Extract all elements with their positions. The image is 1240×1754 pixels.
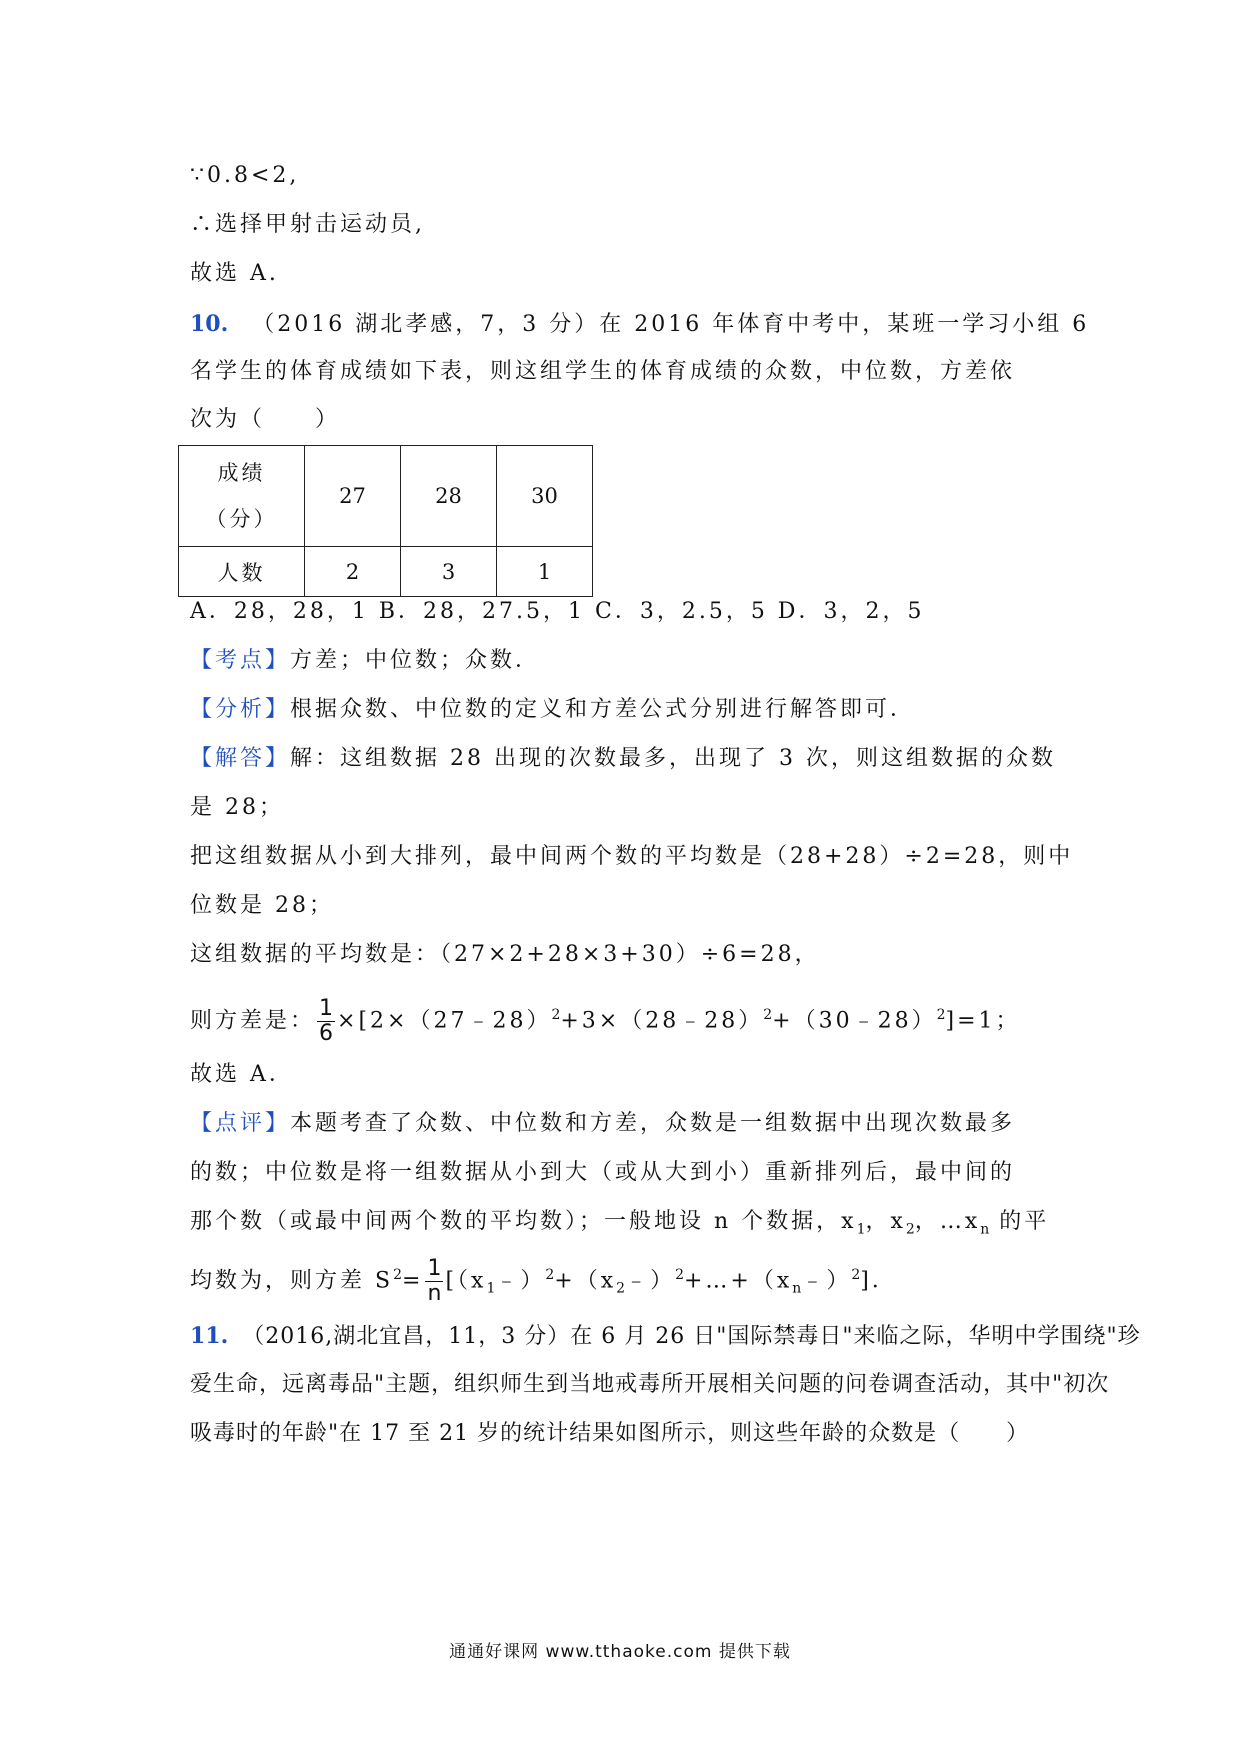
jieda-tag: 【解答】: [190, 746, 291, 771]
question-10-line-1: [190, 308, 1089, 341]
conclusion-line: 故选 A．: [190, 1062, 294, 1087]
dianping-text: 本题考查了众数、中位数和方差，众数是一组数据中出现次数最多: [290, 1111, 1016, 1136]
variance-line: 则方差是： $\frac{1}{6}$ ×[2×（27﹣28）$^2$+3×（28﹣28）$^2$+（30﹣28）$^2$]=1；: [190, 995, 1021, 1046]
question-11-line-3: 吸毒时的年龄"在 17 至 21 岁的统计结果如图所示，则这些年龄的众数是（ ）: [190, 1421, 1030, 1446]
answer-options: A．28，28，1 B．28，27.5，1 C．3，2.5，5 D．3，2，5: [190, 599, 925, 624]
kaodian-text: 方差；中位数；众数．: [290, 648, 541, 673]
question-11-line-1: [190, 1320, 1141, 1353]
text-line: ∴选择甲射击运动员,: [190, 212, 425, 237]
fenxi-tag: 【分析】: [190, 697, 291, 722]
jieda-text: 解：这组数据 28 出现的次数最多，出现了 3 次，则这组数据的众数: [290, 746, 1056, 771]
question-number: 11.: [190, 1323, 229, 1349]
question-text: （2016 湖北孝感，7，3 分）在 2016 年体育中考中，某班一学习小组 6: [252, 312, 1090, 337]
table-row-label: 人数: [179, 547, 305, 597]
score-table: [178, 445, 593, 597]
table-cell: 27: [305, 446, 401, 547]
table-row: [179, 446, 593, 547]
dianping-line-2: 的数；中位数是将一组数据从小到大（或从大到小）重新排列后，最中间的: [190, 1160, 1016, 1185]
dianping-line-3: 那个数（或最中间两个数的平均数）；一般地设 n 个数据，$x_1$，$x_2$，$\dots x_n$ 的平: [190, 1209, 1050, 1238]
dianping-tag: 【点评】: [190, 1111, 291, 1136]
dianping-line-4: 均数为，则方差 $S^2=$ $\frac{1}{n}$ $[(x_1﹣)^2+(x_2﹣)^2+\dots+(x_n﹣)^2]$．: [190, 1255, 897, 1306]
question-number: 10.: [190, 311, 229, 337]
table-cell: 1: [497, 547, 593, 597]
page-footer: 通通好课网 www.tthaoke.com 提供下载: [449, 1642, 791, 1662]
jieda-line-2: 是 28；: [190, 795, 284, 820]
jieda-line-3: 把这组数据从小到大排列，最中间两个数的平均数是（28+28）÷2=28，则中: [190, 844, 1074, 869]
fraction-one-over-n: $\frac{1}{n}$: [427, 1255, 442, 1306]
table-cell: 30: [497, 446, 593, 547]
header-label: 成绩: [217, 461, 266, 485]
kaodian-tag: 【考点】: [190, 648, 291, 673]
fraction-one-sixth: $\frac{1}{6}$: [319, 995, 334, 1046]
header-unit: （分）: [205, 507, 278, 531]
dianping-line-1: [190, 1108, 1015, 1140]
text-line: ∵0.8<2,: [190, 163, 300, 188]
fenxi-text: 根据众数、中位数的定义和方差公式分别进行解答即可．: [290, 697, 916, 722]
question-10-line-2: 名学生的体育成绩如下表，则这组学生的体育成绩的众数，中位数，方差依: [190, 359, 1016, 384]
text-line: 故选 A.: [190, 261, 279, 286]
jieda-line-1: [190, 743, 1056, 775]
question-text: （2016,湖北宜昌，11，3 分）在 6 月 26 日"国际禁毒日"来临之际，华明中学围绕"珍: [242, 1324, 1141, 1349]
table-cell: 28: [401, 446, 497, 547]
fenxi-line: [190, 694, 915, 726]
table-cell: 3: [401, 547, 497, 597]
table-row: [179, 547, 593, 597]
kaodian-line: [190, 645, 540, 677]
question-11-line-2: 爱生命，远离毒品"主题，组织师生到当地戒毒所开展相关问题的问卷调查活动，其中"初次: [190, 1372, 1110, 1397]
jieda-line-5: 这组数据的平均数是：（27×2+28×3+30）÷6=28，: [190, 942, 820, 967]
table-header-cell: [179, 446, 305, 547]
question-10-line-3: 次为（ ）: [190, 407, 341, 432]
table-cell: 2: [305, 547, 401, 597]
jieda-line-4: 位数是 28；: [190, 893, 334, 918]
variance-prefix: 则方差是：: [190, 1008, 316, 1034]
